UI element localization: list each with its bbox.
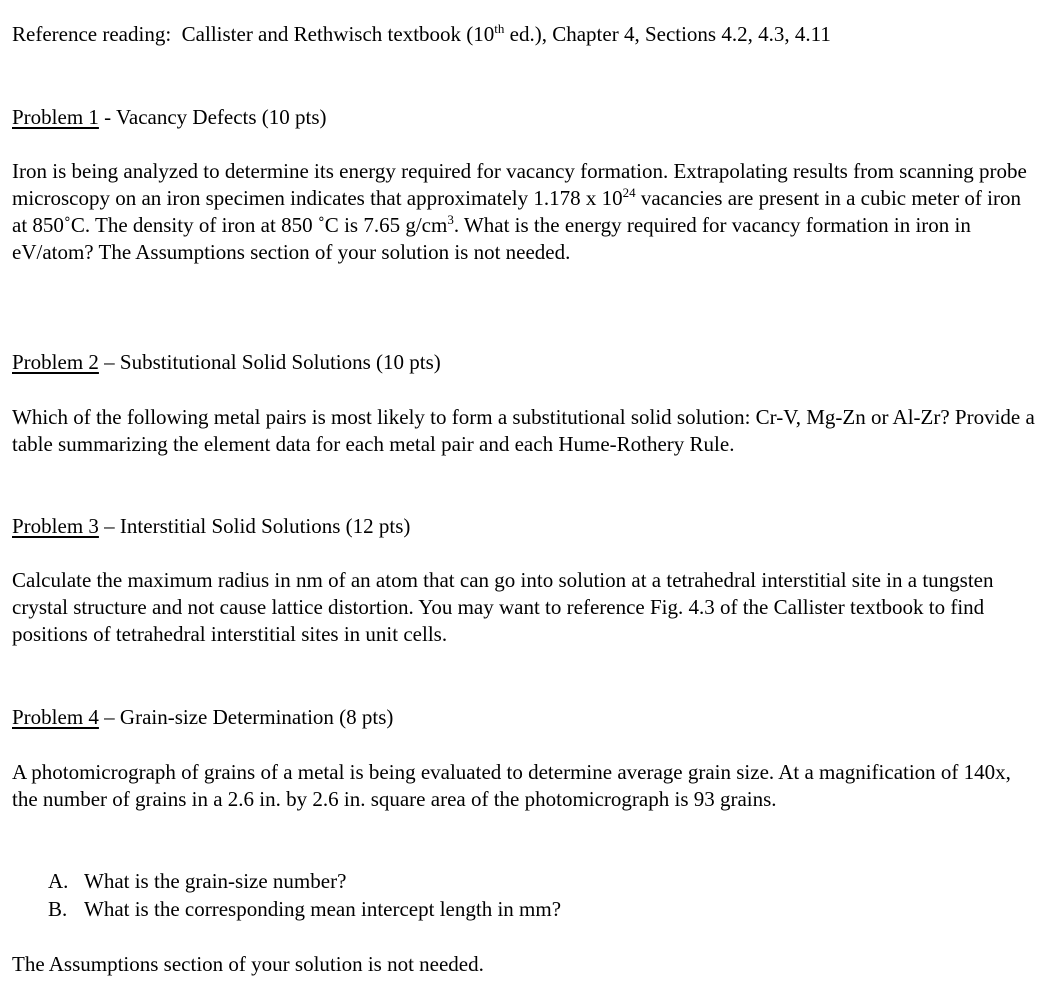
problem-2-title: – Substitutional Solid Solutions (10 pts) (98, 350, 441, 374)
list-item (48, 896, 948, 924)
question-marker: A. (48, 869, 69, 893)
problem-3-number: Problem 3 (12, 514, 99, 538)
problem-2-number: Problem 2 (12, 350, 99, 374)
problem-2-heading (12, 349, 1037, 376)
problem-3-title: – Interstitial Solid Solutions (12 pts) (98, 514, 411, 538)
problem-1-body: Iron is being analyzed to determine its energy required for vacancy formation. Extrapolating results from scanning probe microscopy on an iron specimen indicates that approximately 1.178 x $10^{24}$ vacancies are present in a cubic meter of iron at 850˚C. The density of iron at 850 ˚C is 7.65 $g/cm^3$. What is the energy required for vacancy formation in iron in eV/atom? The Assumptions section of your solution is not needed. (12, 159, 1027, 264)
reference-label: Reference reading: (12, 22, 172, 46)
question-marker: B. (48, 897, 68, 921)
problem-3-body: Calculate the maximum radius in nm of an atom that can go into solution at a tetrahedral interstitial site in a tungsten crystal structure and not cause lattice distortion. You may want to reference Fig. 4.3 of the Callister textbook to find positions of tetrahedral interstitial sites in unit cells. (12, 568, 994, 646)
problem-4-number: Problem 4 (12, 705, 99, 729)
exponent: 3 (447, 212, 454, 227)
problem-4-heading (12, 704, 1037, 731)
problem-2-body: Which of the following metal pairs is most likely to form a substitutional solid solution: Cr-V, Mg-Zn or Al-Zr? Provide a table summarizing the element data for each metal pair and each Hume-Rothery Rule. (12, 405, 1035, 456)
problem-1-heading (12, 104, 1037, 131)
reference-text-end: ed.), Chapter 4, Sections 4.2, 4.3, 4.11 (504, 22, 831, 46)
question-text: What is the grain-size number? (84, 869, 347, 893)
reference-superscript: th (494, 21, 505, 36)
problem-3-heading (12, 513, 1037, 540)
problem-4-title: – Grain-size Determination (8 pts) (98, 705, 394, 729)
exponent: 24 (622, 185, 636, 200)
reference-text: Callister and Rethwisch textbook (10 (181, 22, 495, 46)
problem-4-body: A photomicrograph of grains of a metal is being evaluated to determine average grain size. At a magnification of 140x, the number of grains in a 2.6 in. by 2.6 in. square area of the photomicrograph is 93 grains. (12, 760, 1011, 811)
problem-4-questions (48, 868, 948, 924)
reference-line (12, 21, 1037, 48)
list-item (48, 868, 948, 896)
problem-1-title: - Vacancy Defects (10 pts) (98, 105, 327, 129)
problem-4-note: The Assumptions section of your solution is not needed. (12, 952, 484, 976)
question-text: What is the corresponding mean intercept length in mm? (84, 897, 562, 921)
problem-1-number: Problem 1 (12, 105, 99, 129)
